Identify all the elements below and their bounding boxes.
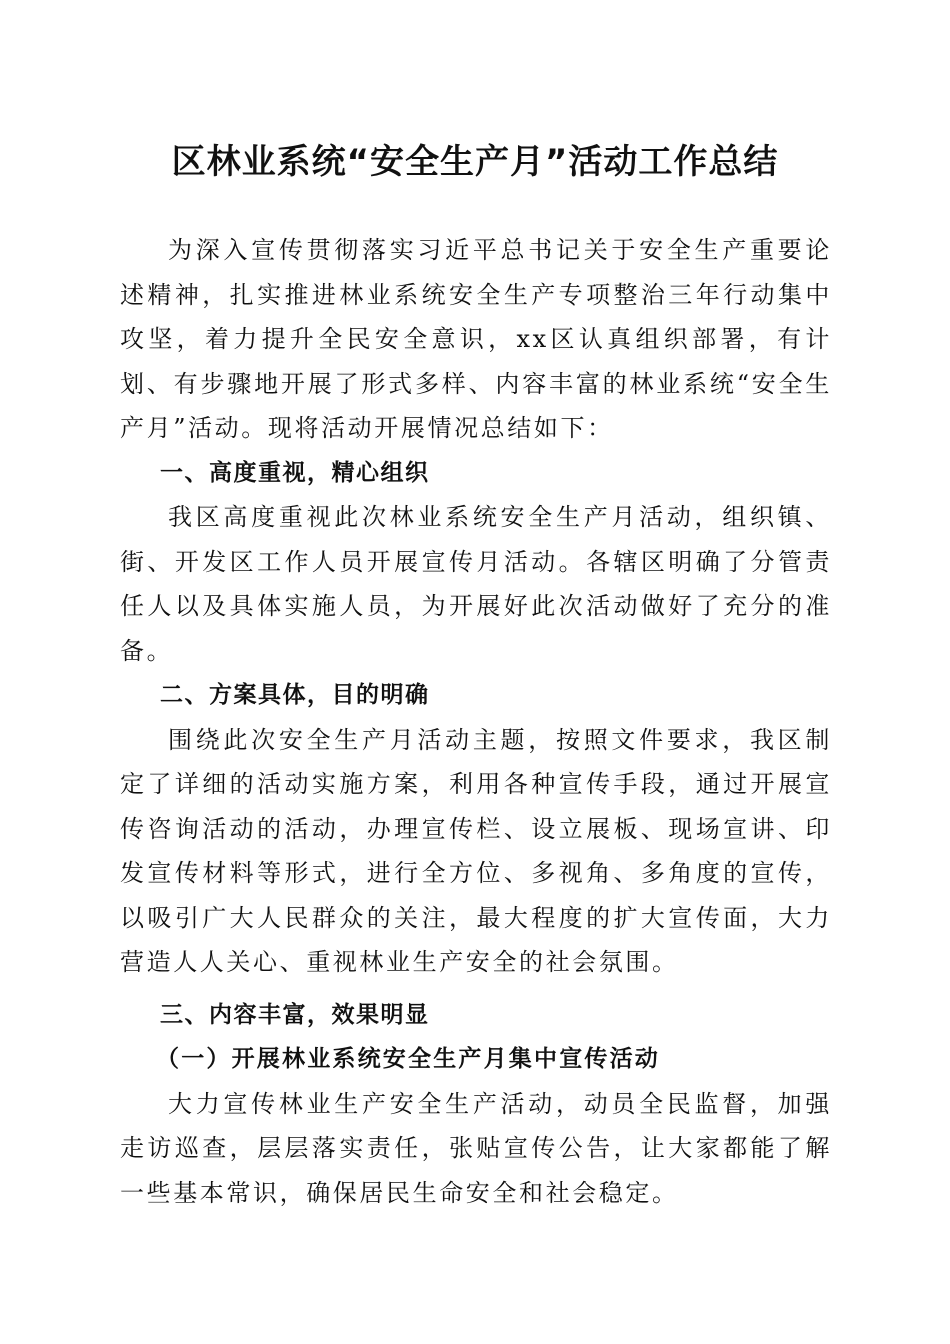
section-3-subheading: （一）开展林业系统安全生产月集中宣传活动	[156, 1045, 660, 1072]
document-body	[120, 228, 832, 1215]
document-title: 区林业系统“安全生产月”活动工作总结	[171, 142, 779, 182]
section-3-paragraph: 大力宣传林业生产安全生产活动，动员全民监督，加强走访巡查，层层落实责任，张贴宣传公告，让大家都能了解一些基本常识，确保居民生命安全和社会稳定。	[120, 1089, 832, 1207]
intro-paragraph: 为深入宣传贯彻落实习近平总书记关于安全生产重要论述精神，扎实推进林业系统安全生产专项整治三年行动集中攻坚，着力提升全民安全意识，xx区认真组织部署，有计划、有步骤地开展了形式多样、内容丰富的林业系统“安全生产月”活动。现将活动开展情况总结如下：	[120, 236, 832, 442]
section-2-paragraph: 围绕此次安全生产月活动主题，按照文件要求，我区制定了详细的活动实施方案，利用各种宣传手段，通过开展宣传咨询活动的活动，办理宣传栏、设立展板、现场宣讲、印发宣传材料等形式，进行全方位、多视角、多角度的宣传，以吸引广大人民群众的关注，最大程度的扩大宣传面，大力营造人人关心、重视林业生产安全的社会氛围。	[120, 725, 832, 976]
section-3-heading: 三、内容丰富，效果明显	[160, 1001, 430, 1028]
section-2-heading: 二、方案具体，目的明确	[160, 682, 430, 708]
section-1-heading: 一、高度重视，精心组织	[160, 459, 430, 486]
section-1-paragraph: 我区高度重视此次林业系统安全生产月活动，组织镇、街、开发区工作人员开展宣传月活动。各辖区明确了分管责任人以及具体实施人员，为开展好此次活动做好了充分的准备。	[120, 503, 832, 665]
